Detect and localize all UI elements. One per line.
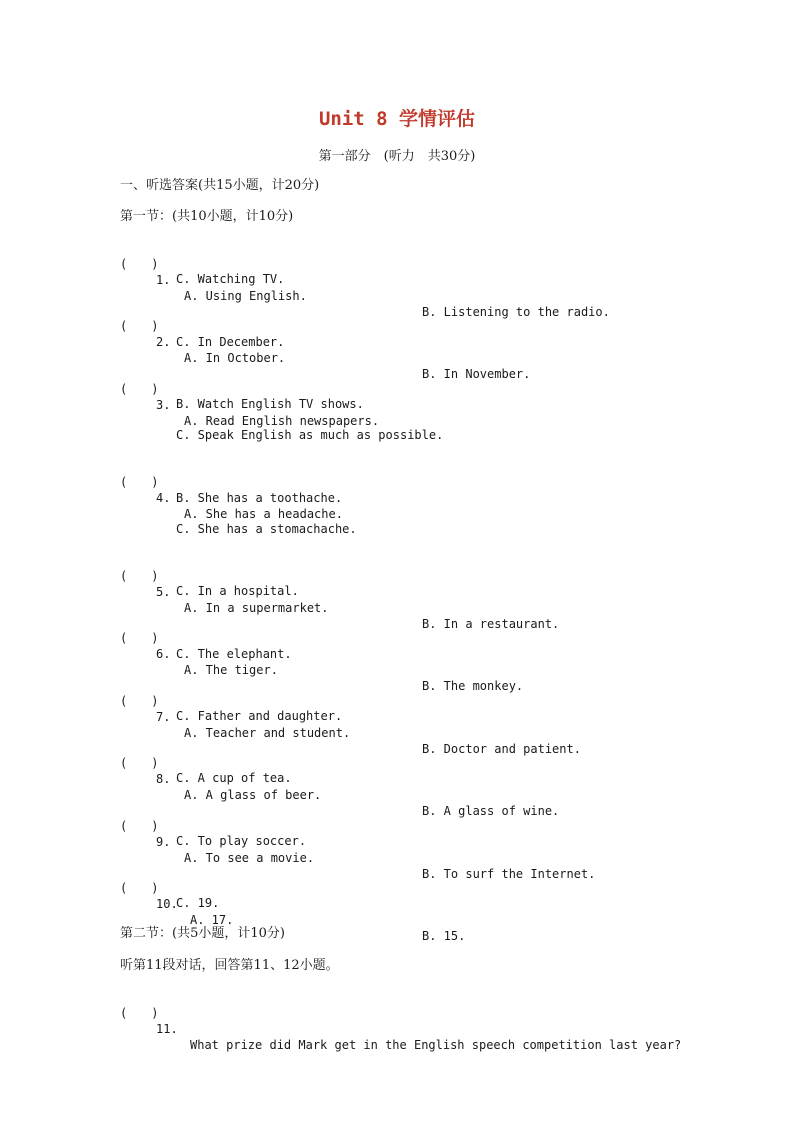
option-c: C. Father and daughter. [176,709,343,723]
option-a: A. A glass of beer. [184,788,322,802]
question-number: 2. [156,335,171,349]
answer-blank[interactable]: ( ) [120,382,159,396]
question-number: 6. [156,647,171,661]
question-number: 4. [156,491,171,505]
option-c: C. 19. [176,896,220,910]
option-b: B. A glass of wine. [422,804,560,818]
answer-blank[interactable]: ( ) [120,569,159,583]
option-b: B. Watch English TV shows. [176,397,364,411]
question-number: 7. [156,710,171,724]
answer-blank[interactable]: ( ) [120,1006,159,1020]
option-a: A. 17. [190,913,234,927]
option-b: B. Doctor and patient. [422,742,581,756]
option-c: C. She has a stomachache. [176,522,357,536]
option-b: B. In a restaurant. [422,617,560,631]
subsection-heading-2: 第二节：(共5小题，计10分) [120,926,285,941]
option-b: B. The monkey. [422,679,524,693]
option-b: B. To surf the Internet. [422,867,596,881]
option-a: A. She has a headache. [184,507,343,521]
option-c: C. The elephant. [176,647,292,661]
answer-blank[interactable]: ( ) [120,257,159,271]
question-text: What prize did Mark get in the English speech competition last year? [190,1038,682,1052]
question-number: 9. [156,835,171,849]
page-title: Unit 8 学情评估 [318,108,476,130]
question-number: 1. [156,273,171,287]
answer-blank[interactable]: ( ) [120,881,159,895]
option-a: A. To see a movie. [184,851,315,865]
answer-blank[interactable]: ( ) [120,319,159,333]
option-a: A. Read English newspapers. [184,414,380,428]
question-11 [120,989,682,1052]
option-c: C. To play soccer. [176,834,307,848]
section-heading: 一、听选答案(共15小题，计20分) [120,178,320,193]
answer-blank[interactable]: ( ) [120,631,159,645]
option-c: C. A cup of tea. [176,771,292,785]
option-c: C. In a hospital. [176,584,299,598]
question-number: 11. [156,1022,178,1036]
answer-blank[interactable]: ( ) [120,819,159,833]
answer-blank[interactable]: ( ) [120,756,159,770]
question-number: 8. [156,772,171,786]
option-a: A. In October. [184,351,286,365]
option-c: C. Speak English as much as possible. [176,428,444,442]
question-number: 10. [156,897,178,911]
question-number: 3. [156,398,171,412]
option-c: C. In December. [176,335,285,349]
option-b: B. She has a toothache. [176,491,343,505]
option-a: A. The tiger. [184,663,278,677]
option-a: A. Teacher and student. [184,726,351,740]
option-b: B. Listening to the radio. [422,305,610,319]
option-a: A. In a supermarket. [184,601,329,615]
option-b: B. 15. [422,929,466,943]
part-heading: 第一部分 (听力 共30分) [318,149,476,164]
answer-blank[interactable]: ( ) [120,694,159,708]
option-b: B. In November. [422,367,531,381]
question-number: 5. [156,585,171,599]
answer-blank[interactable]: ( ) [120,475,159,489]
option-a: A. Using English. [184,289,307,303]
option-c: C. Watching TV. [176,272,285,286]
subsection-heading-1: 第一节：(共10小题，计10分) [120,209,294,224]
instruction-text: 听第11段对话，回答第11、12小题。 [120,958,339,973]
